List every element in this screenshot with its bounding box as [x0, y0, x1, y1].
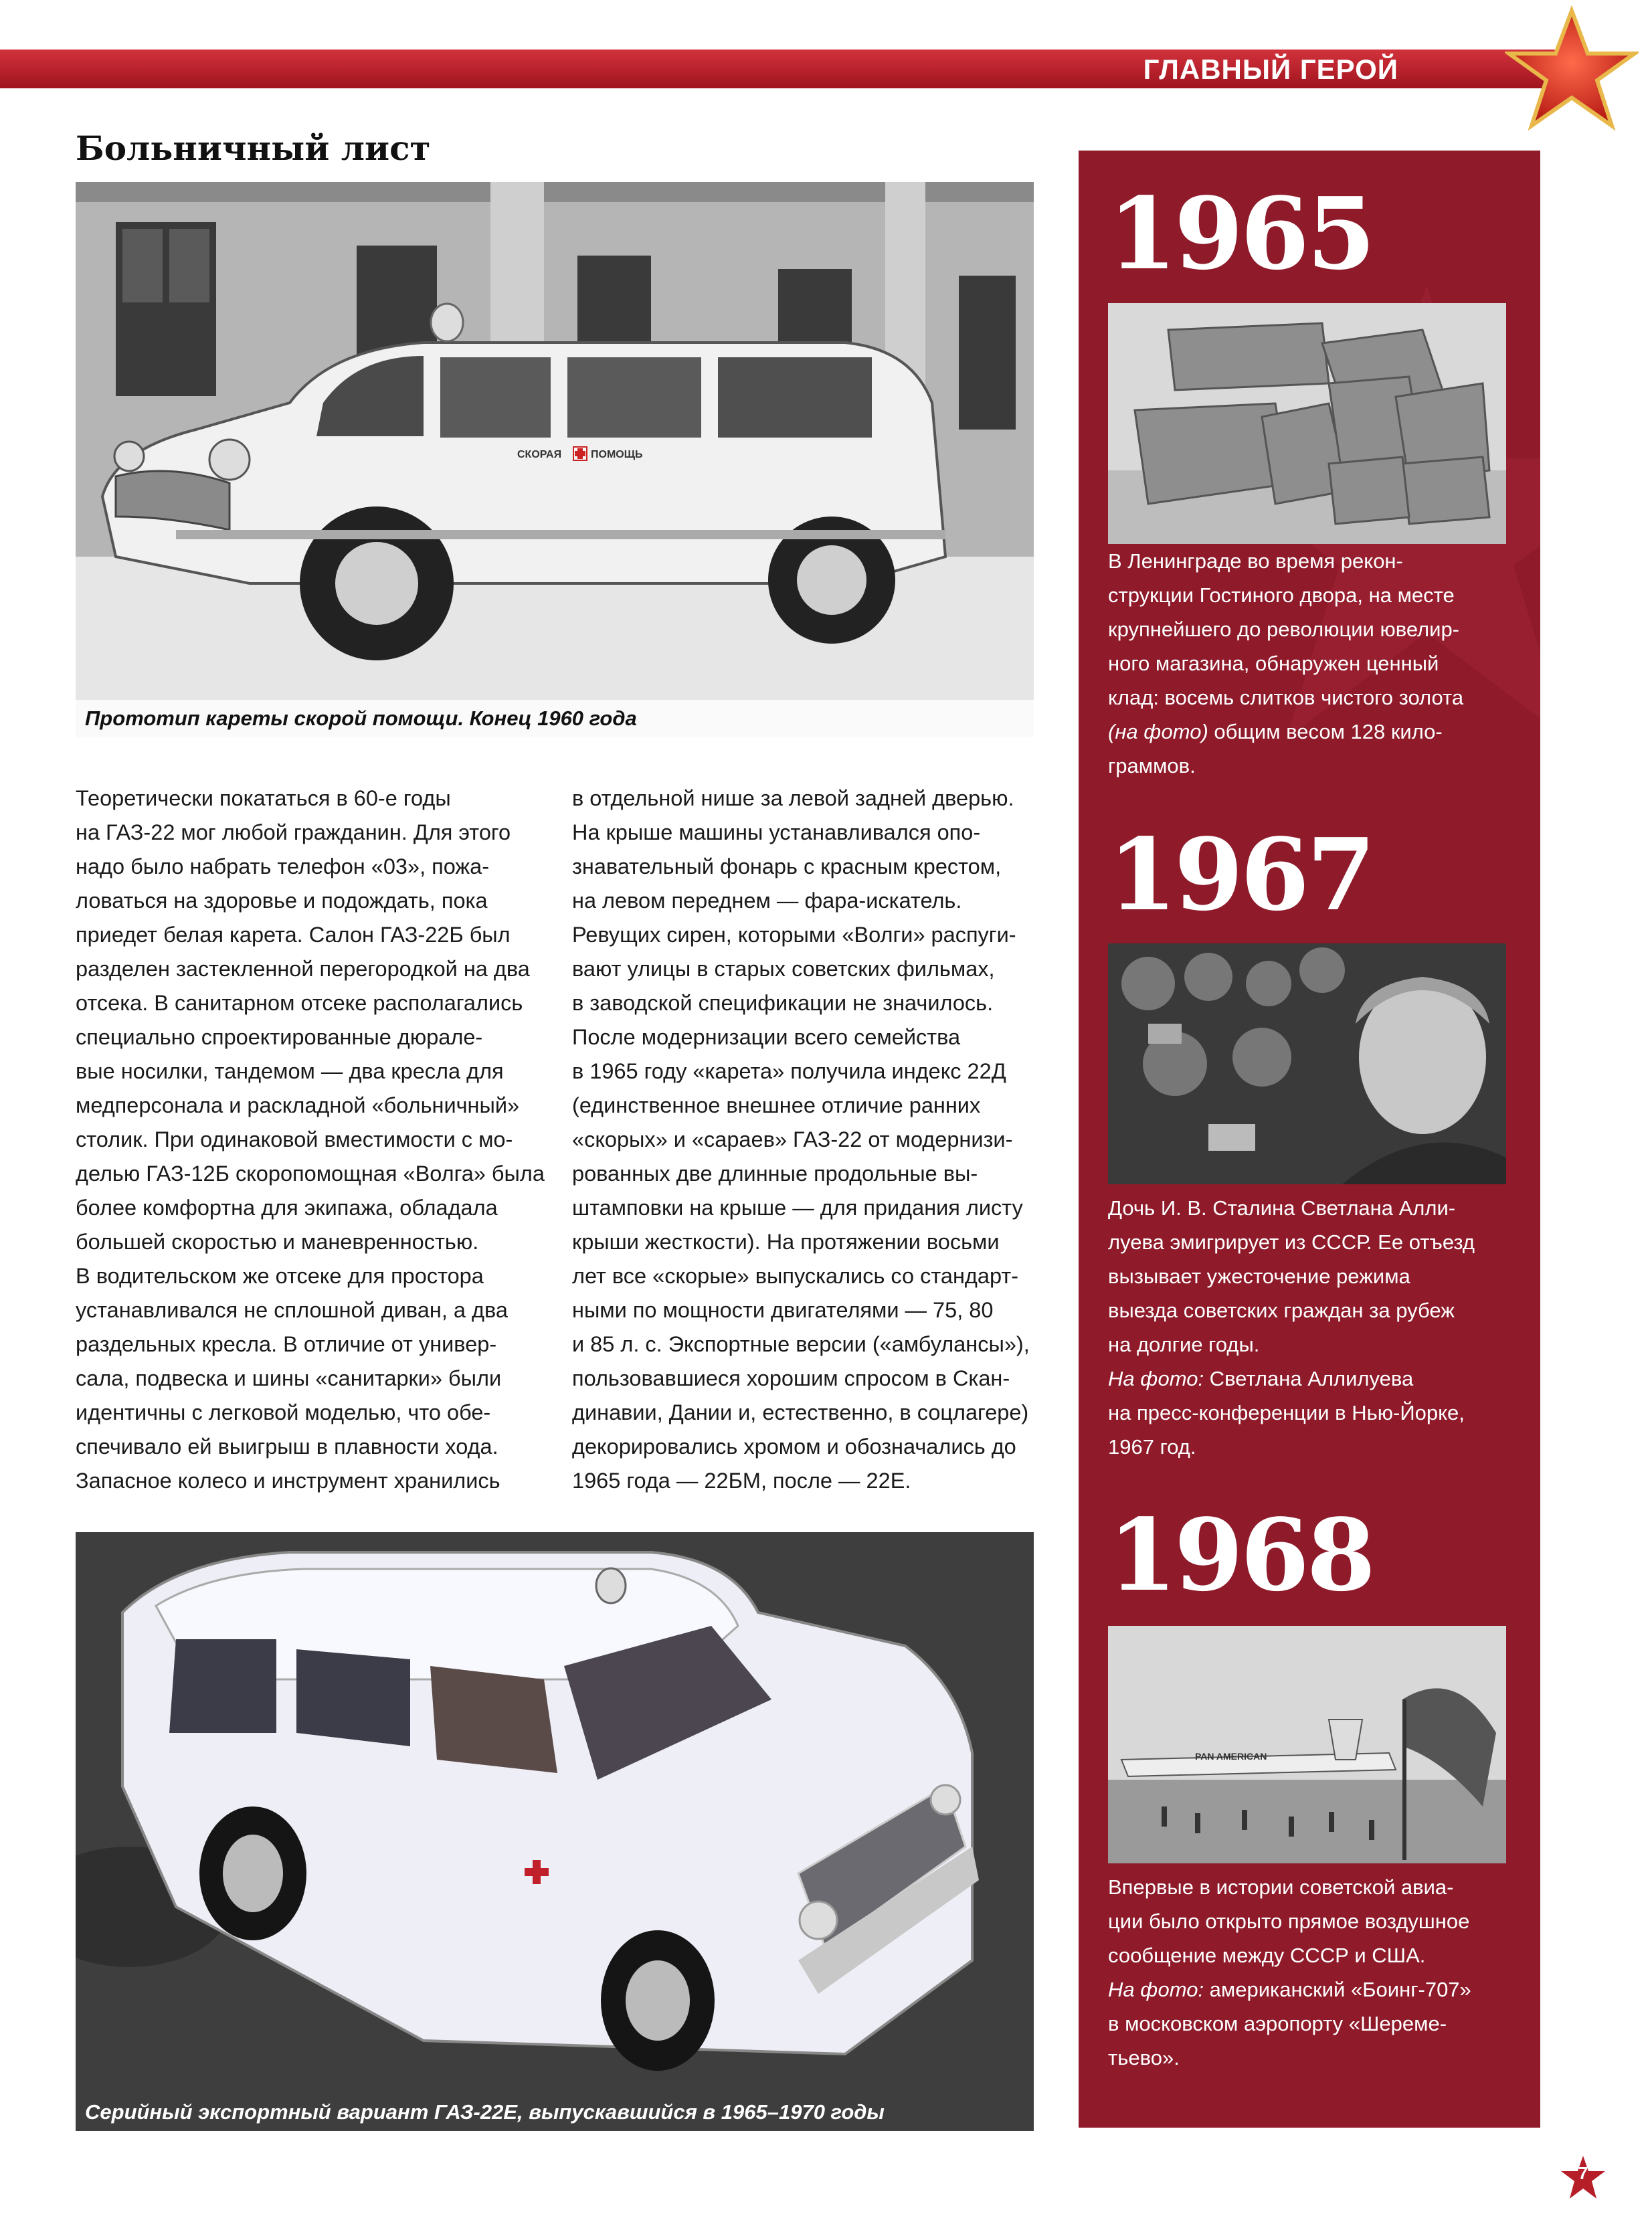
- body-column-1-text: Теоретически покататься в 60-е годы на ГАЗ-22 мог любой гражданин. Для этого надо было набрать телефон «03», пожа- ловаться на здоровье и подождать, пока приедет белая карета. Салон ГАЗ-22Б был разделен застекленной перегородкой на два отсека. В санитарном отсеке располагались специально спроектированные дюрале- вые носилки, тандемом — два кресла для медперсонала и раскладной «больничный» столик. При одинаковой вместимости с мо- делью ГАЗ-12Б скоропомощная «Волга» была более комфортна для экипажа, обладала большей скоростью и маневренностью. В водительском же отсеке для простора устанавливался не сплошной диван, а два раздельных кресла. В отличие от универ- сала, подвеска и шины «санитарки» были идентичны с легковой моделью, что обе- спечивало ей выигрыш в плавности хода. Запасное колесо и инструмент хранились: [76, 786, 545, 1493]
- body-column-2: [572, 781, 1054, 1498]
- red-star-icon: [1505, 5, 1639, 132]
- text-1965: [1108, 544, 1509, 783]
- photo-prototype-ambulance: [76, 182, 1034, 737]
- text-1965-tail: общим весом 128 кило- граммов.: [1108, 720, 1443, 777]
- year-1965: 1965: [1108, 175, 1373, 292]
- door-text-left: СКОРАЯ: [517, 449, 562, 460]
- header-band: [0, 50, 1566, 88]
- page-number: 7: [1578, 2163, 1588, 2183]
- photo-caption-bottom: Серийный экспортный вариант ГАЗ-22Е, выпускавшийся в 1965–1970 годы: [85, 2100, 885, 2124]
- text-1967-photo-label: На фото:: [1108, 1367, 1204, 1390]
- text-1965-main: В Ленинграде во время рекон- струкции Гостиного двора, на месте крупнейшего до революции ювелир- ного магазина, обнаружен ценный клад: восемь слитков чистого золота: [1108, 549, 1464, 709]
- band-title: ГЛАВНЫЙ ГЕРОЙ: [1143, 54, 1398, 85]
- year-1967: 1967: [1108, 816, 1373, 933]
- photo-boeing: [1108, 1626, 1506, 1863]
- photo-gold-bars: [1108, 303, 1506, 544]
- door-text-right: ПОМОЩЬ: [591, 449, 643, 460]
- text-1968: [1108, 1870, 1509, 2075]
- text-1967-photo-desc: Светлана Аллилуева на пресс-конференции в Нью-Йорке, 1967 год.: [1108, 1367, 1465, 1459]
- year-1968: 1968: [1108, 1497, 1373, 1613]
- text-1968-photo-desc: американский «Боинг-707» в московском аэропорту «Шереме- тьево».: [1108, 1978, 1471, 2069]
- text-1968-photo-label: На фото:: [1108, 1978, 1204, 2001]
- text-1965-em: (на фото): [1108, 720, 1208, 743]
- photo-caption-top: Прототип кареты скорой помощи. Конец 1960 года: [76, 700, 1034, 737]
- text-1967: [1108, 1191, 1509, 1464]
- photo-export-ambulance: [76, 1532, 1034, 2131]
- text-1968-main: Впервые в истории советской авиа- ции было открыто прямое воздушное сообщение между СССР и США.: [1108, 1875, 1470, 1967]
- plane-label: PAN AMERICAN: [1195, 1751, 1267, 1762]
- sidebar-timeline: [1079, 151, 1540, 2128]
- boeing-707-image: [1108, 1626, 1506, 1863]
- photo-alliluyeva: [1108, 943, 1506, 1184]
- text-1967-main: Дочь И. В. Сталина Светлана Алли- луева эмигрирует из СССР. Ее отъезд вызывает ужесточение режима выезда советских граждан за рубеж на долгие годы.: [1108, 1196, 1475, 1356]
- export-ambulance-image: [76, 1532, 1034, 2131]
- body-column-1: [76, 781, 557, 1498]
- section-title: Больничный лист: [76, 128, 431, 168]
- body-column-2-text: в отдельной нише за левой задней дверью. На крыше машины устанавливался опо- знавательный фонарь с красным крестом, на левом переднем — фара-искатель. Ревущих сирен, которыми «Волги» распуги- вают улицы в старых советских фильмах, в заводской спецификации не значилось. После модернизации всего семейства в 1965 году «карета» получила индекс 22Д (единственное внешнее отличие ранних «скорых» и «сараев» ГАЗ-22 от модернизи- рованных две длинные продольные вы- штамповки на крыше — для придания листу крыши жесткости). На протяжении восьми лет все «скорые» выпускались со стандарт- ными по мощности двигателями — 75, 80 и 85 л. с. Экспортные версии («амбулансы»), пользовавшиеся хорошим спросом в Скан- динавии, Дании и, естественно, в соцлагере) декорировались хромом и обозначались до 1965 года — 22БМ, после — 22Е.: [572, 786, 1030, 1493]
- alliluyeva-press-image: [1108, 943, 1506, 1184]
- ambulance-prototype-image: [76, 182, 1034, 737]
- gold-bars-image: [1108, 303, 1506, 544]
